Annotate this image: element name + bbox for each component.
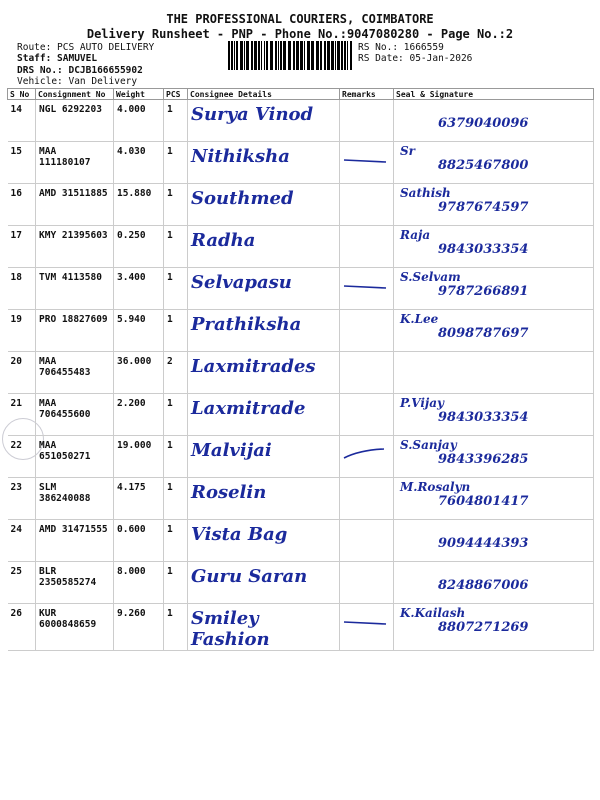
row-pcs: 1	[164, 142, 188, 184]
table-row	[8, 604, 594, 651]
row-consignee: Southmed	[188, 184, 340, 226]
row-consignee: Malvijai	[188, 436, 340, 478]
row-sno: 24	[8, 520, 36, 562]
row-signature	[394, 142, 594, 184]
row-sno: 19	[8, 310, 36, 352]
row-consignment: NGL 6292203	[36, 100, 114, 142]
row-pcs: 2	[164, 352, 188, 394]
signature-phone: 8825467800	[438, 158, 529, 173]
row-signature	[394, 478, 594, 520]
row-pcs: 1	[164, 310, 188, 352]
signature-name: S.Selvam	[400, 270, 461, 284]
row-pcs: 1	[164, 394, 188, 436]
row-pcs: 1	[164, 184, 188, 226]
row-consignee: Vista Bag	[188, 520, 340, 562]
row-pcs: 1	[164, 478, 188, 520]
row-consignment: MAA 111180107	[36, 142, 114, 184]
row-consignment: AMD 31471555	[36, 520, 114, 562]
signature-name: K.Lee	[400, 312, 439, 326]
signature-name: Raja	[400, 228, 431, 242]
row-weight: 4.030	[114, 142, 164, 184]
row-remarks	[340, 394, 394, 436]
remark-dash-mark	[340, 616, 390, 628]
row-remarks	[340, 100, 394, 142]
row-consignment: TVM 4113580	[36, 268, 114, 310]
row-sno: 22	[8, 436, 36, 478]
row-signature	[394, 520, 594, 562]
row-signature	[394, 100, 594, 142]
row-consignee: Guru Saran	[188, 562, 340, 604]
row-sno: 26	[8, 604, 36, 651]
signature-phone: 7604801417	[438, 494, 529, 509]
row-pcs: 1	[164, 100, 188, 142]
signature-phone: 6379040096	[438, 116, 529, 131]
table-header-row	[8, 89, 594, 100]
row-signature	[394, 352, 594, 394]
signature-name: K.Kailash	[400, 606, 466, 620]
remark-dash-mark	[340, 448, 390, 460]
row-pcs: 1	[164, 226, 188, 268]
row-consignment: KUR 6000848659	[36, 604, 114, 651]
row-pcs: 1	[164, 520, 188, 562]
row-consignment: PRO 18827609	[36, 310, 114, 352]
row-weight: 8.000	[114, 562, 164, 604]
row-weight: 3.400	[114, 268, 164, 310]
row-sno: 17	[8, 226, 36, 268]
row-weight: 19.000	[114, 436, 164, 478]
remark-dash-mark	[340, 280, 390, 292]
row-remarks	[340, 604, 394, 651]
col-sno: S No	[8, 89, 36, 100]
staff-text: Staff: SAMUVEL	[17, 53, 98, 64]
table-row	[8, 478, 594, 520]
signature-name: S.Sanjay	[400, 438, 457, 452]
runsheet-subtitle: Delivery Runsheet - PNP - Phone No.:9047080280 - Page No.:2	[86, 27, 514, 41]
col-consignment: Consignment No	[36, 89, 114, 100]
row-sno: 25	[8, 562, 36, 604]
row-consignment: MAA 651050271	[36, 436, 114, 478]
row-consignee: Surya Vinod	[188, 100, 340, 142]
row-pcs: 1	[164, 436, 188, 478]
table-row	[8, 394, 594, 436]
row-weight: 36.000	[114, 352, 164, 394]
signature-name: Sr	[400, 144, 415, 158]
company-title: THE PROFESSIONAL COURIERS, COIMBATORE	[166, 12, 434, 26]
table-row	[8, 184, 594, 226]
row-remarks	[340, 184, 394, 226]
col-remarks: Remarks	[340, 89, 394, 100]
table-row	[8, 100, 594, 142]
row-weight: 5.940	[114, 310, 164, 352]
row-sno: 14	[8, 100, 36, 142]
row-signature	[394, 436, 594, 478]
rs-date-text: RS Date: 05-Jan-2026	[358, 53, 473, 64]
signature-phone: 8248867006	[438, 578, 529, 593]
row-pcs: 1	[164, 268, 188, 310]
signature-phone: 9843033354	[438, 242, 529, 257]
drs-text: DRS No.: DCJB166655902	[17, 65, 143, 76]
row-weight: 0.250	[114, 226, 164, 268]
row-weight: 2.200	[114, 394, 164, 436]
row-sno: 23	[8, 478, 36, 520]
row-signature	[394, 226, 594, 268]
row-weight: 9.260	[114, 604, 164, 651]
signature-name: Sathish	[400, 186, 451, 200]
row-consignee: Laxmitrade	[188, 394, 340, 436]
row-weight: 4.175	[114, 478, 164, 520]
row-remarks	[340, 352, 394, 394]
signature-phone: 8807271269	[438, 620, 529, 635]
runsheet-table	[7, 88, 594, 651]
row-signature	[394, 394, 594, 436]
signature-phone: 9094444393	[438, 536, 529, 551]
col-signature: Seal & Signature	[394, 89, 594, 100]
row-signature	[394, 604, 594, 651]
row-remarks	[340, 562, 394, 604]
route-text: Route: PCS AUTO DELIVERY	[17, 42, 155, 53]
table-row	[8, 268, 594, 310]
row-signature	[394, 184, 594, 226]
row-consignee: Roselin	[188, 478, 340, 520]
table-row	[8, 226, 594, 268]
row-consignee: Laxmitrades	[188, 352, 340, 394]
row-consignment: BLR 2350585274	[36, 562, 114, 604]
row-sno: 15	[8, 142, 36, 184]
signature-phone: 8098787697	[438, 326, 529, 341]
row-consignee: Selvapasu	[188, 268, 340, 310]
signature-name: M.Rosalyn	[400, 480, 471, 494]
row-consignment: SLM 386240088	[36, 478, 114, 520]
row-remarks	[340, 436, 394, 478]
row-signature	[394, 268, 594, 310]
barcode-image	[228, 41, 356, 70]
row-weight: 0.600	[114, 520, 164, 562]
row-remarks	[340, 142, 394, 184]
signature-phone: 9843396285	[438, 452, 529, 467]
signature-phone: 9843033354	[438, 410, 529, 425]
table-row	[8, 562, 594, 604]
row-pcs: 1	[164, 562, 188, 604]
row-signature	[394, 310, 594, 352]
row-remarks	[340, 520, 394, 562]
row-sno: 16	[8, 184, 36, 226]
row-pcs: 1	[164, 604, 188, 651]
col-weight: Weight	[114, 89, 164, 100]
signature-phone: 9787266891	[438, 284, 529, 299]
row-consignee: Nithiksha	[188, 142, 340, 184]
row-remarks	[340, 226, 394, 268]
table-row	[8, 436, 594, 478]
rs-no-text: RS No.: 1666559	[358, 42, 444, 53]
row-weight: 4.000	[114, 100, 164, 142]
row-consignee: Smiley Fashion	[188, 604, 340, 651]
signature-name: P.Vijay	[400, 396, 444, 410]
row-sno: 21	[8, 394, 36, 436]
row-consignee: Prathiksha	[188, 310, 340, 352]
row-sno: 18	[8, 268, 36, 310]
row-weight: 15.880	[114, 184, 164, 226]
vehicle-text: Vehicle: Van Delivery	[17, 76, 138, 87]
remark-dash-mark	[340, 154, 390, 166]
row-consignment: AMD 31511885	[36, 184, 114, 226]
table-row	[8, 352, 594, 394]
table-row	[8, 142, 594, 184]
row-remarks	[340, 268, 394, 310]
table-row	[8, 310, 594, 352]
row-remarks	[340, 310, 394, 352]
row-signature	[394, 562, 594, 604]
row-remarks	[340, 478, 394, 520]
row-sno: 20	[8, 352, 36, 394]
signature-phone: 9787674597	[438, 200, 529, 215]
row-consignment: MAA 706455483	[36, 352, 114, 394]
row-consignee: Radha	[188, 226, 340, 268]
row-consignment: KMY 21395603	[36, 226, 114, 268]
table-row	[8, 520, 594, 562]
row-consignment: MAA 706455600	[36, 394, 114, 436]
col-consignee: Consignee Details	[188, 89, 340, 100]
col-pcs: PCS	[164, 89, 188, 100]
